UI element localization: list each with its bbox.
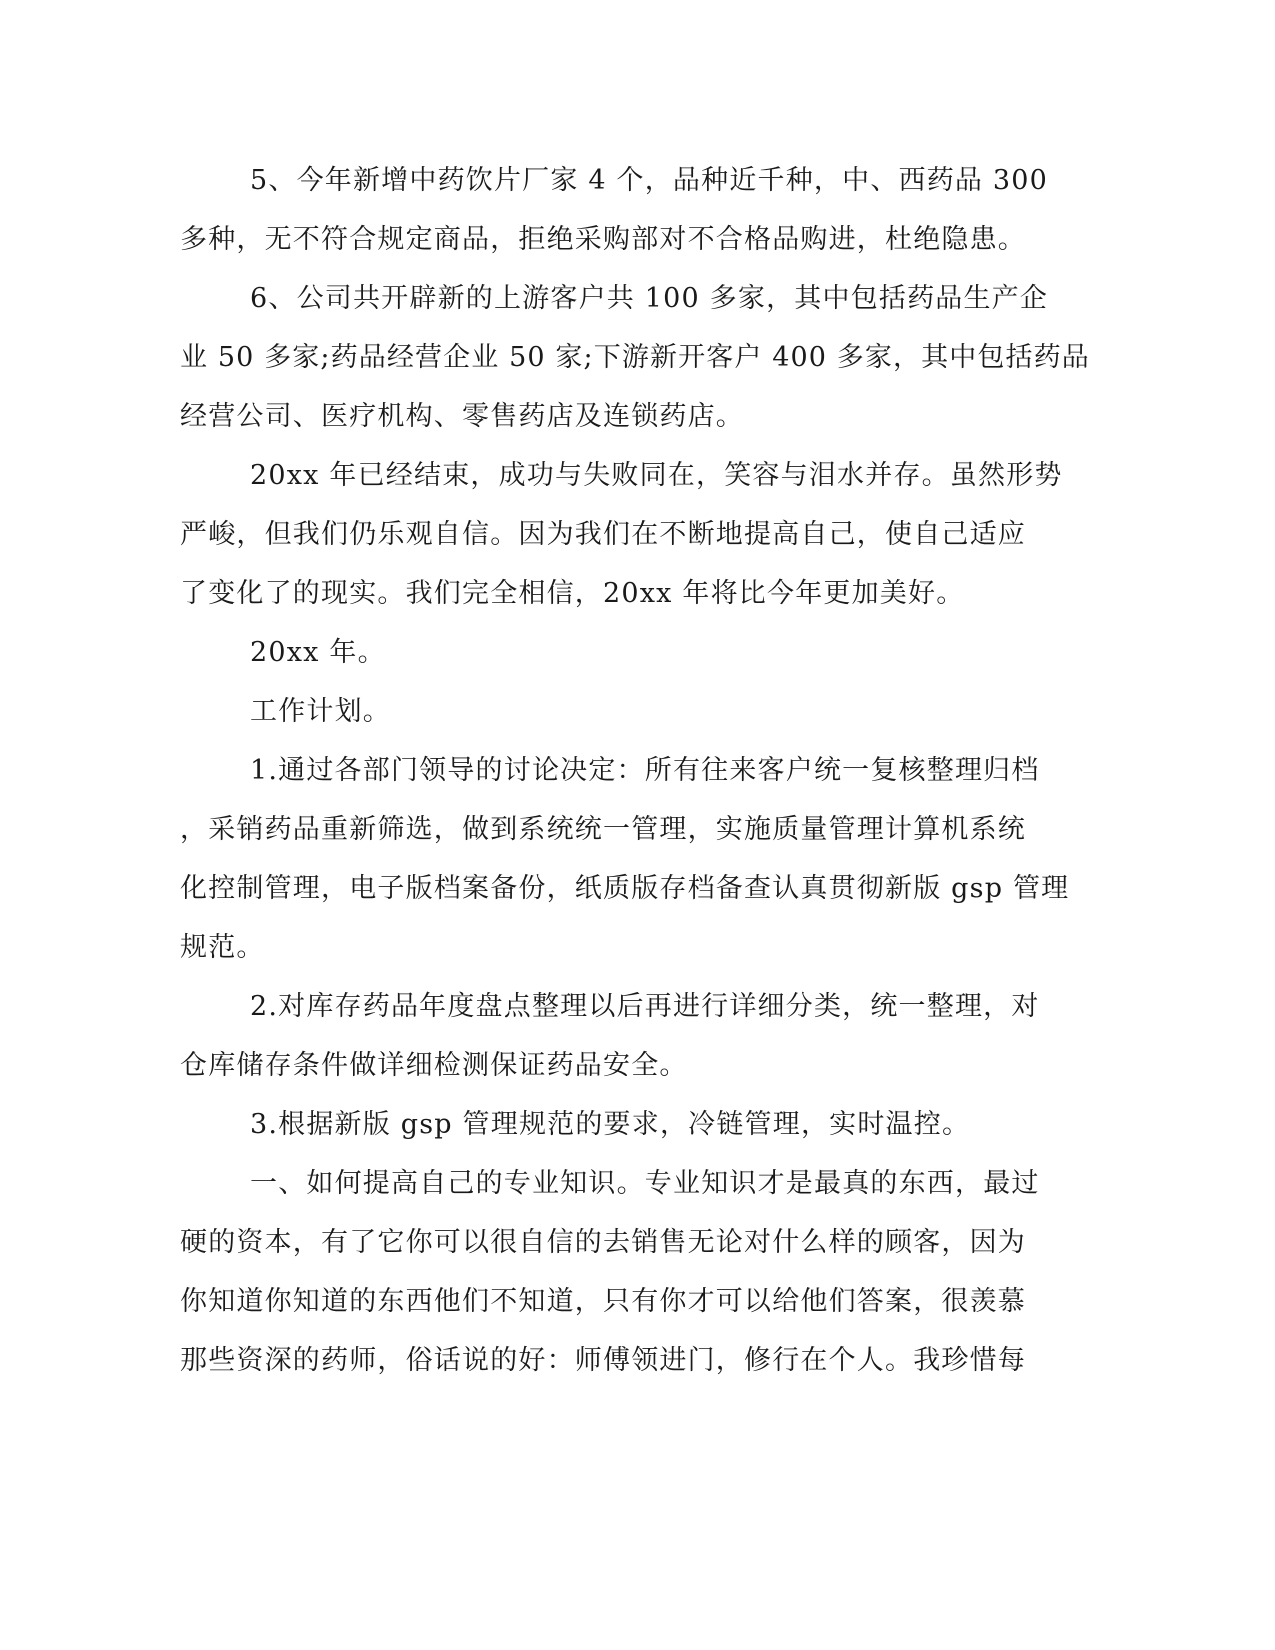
text-line: 化控制管理，电子版档案备份，纸质版存档备查认真贯彻新版 gsp 管理 xyxy=(180,873,1070,904)
text-line: 仓库储存条件做详细检测保证药品安全。 xyxy=(180,1050,688,1081)
text-line: 多种，无不符合规定商品，拒绝采购部对不合格品购进，杜绝隐患。 xyxy=(180,224,1026,255)
text-line: 硬的资本，有了它你可以很自信的去销售无论对什么样的顾客，因为 xyxy=(180,1227,1026,1258)
text-line: 经营公司、医疗机构、零售药店及连锁药店。 xyxy=(180,401,744,432)
text-line: 了变化了的现实。我们完全相信，20xx 年将比今年更加美好。 xyxy=(180,578,965,609)
text-line: 业 50 多家;药品经营企业 50 家;下游新开客户 400 多家，其中包括药品 xyxy=(180,342,1090,373)
text-line: 6、公司共开辟新的上游客户共 100 多家，其中包括药品生产企 xyxy=(250,283,1049,314)
text-line: 3.根据新版 gsp 管理规范的要求，冷链管理，实时温控。 xyxy=(250,1109,971,1140)
text-line: 严峻，但我们仍乐观自信。因为我们在不断地提高自己，使自己适应 xyxy=(180,519,1026,550)
text-line: 5、今年新增中药饮片厂家 4 个，品种近千种，中、西药品 300 xyxy=(250,165,1049,196)
text-line: 20xx 年已经结束，成功与失败同在，笑容与泪水并存。虽然形势 xyxy=(250,460,1063,491)
text-line: 2.对库存药品年度盘点整理以后再进行详细分类，统一整理，对 xyxy=(250,991,1040,1022)
text-line: 工作计划。 xyxy=(250,696,391,727)
text-line: 你知道你知道的东西他们不知道，只有你才可以给他们答案，很羡慕 xyxy=(180,1286,1026,1317)
text-line: 一、如何提高自己的专业知识。专业知识才是最真的东西，最过 xyxy=(250,1168,1040,1199)
text-line: ，采销药品重新筛选，做到系统统一管理，实施质量管理计算机系统 xyxy=(180,814,1026,845)
text-line: 20xx 年。 xyxy=(250,637,386,668)
text-line: 1.通过各部门领导的讨论决定：所有往来客户统一复核整理归档 xyxy=(250,755,1040,786)
text-line: 规范。 xyxy=(180,932,265,963)
text-line: 那些资深的药师，俗话说的好：师傅领进门，修行在个人。我珍惜每 xyxy=(180,1345,1026,1376)
